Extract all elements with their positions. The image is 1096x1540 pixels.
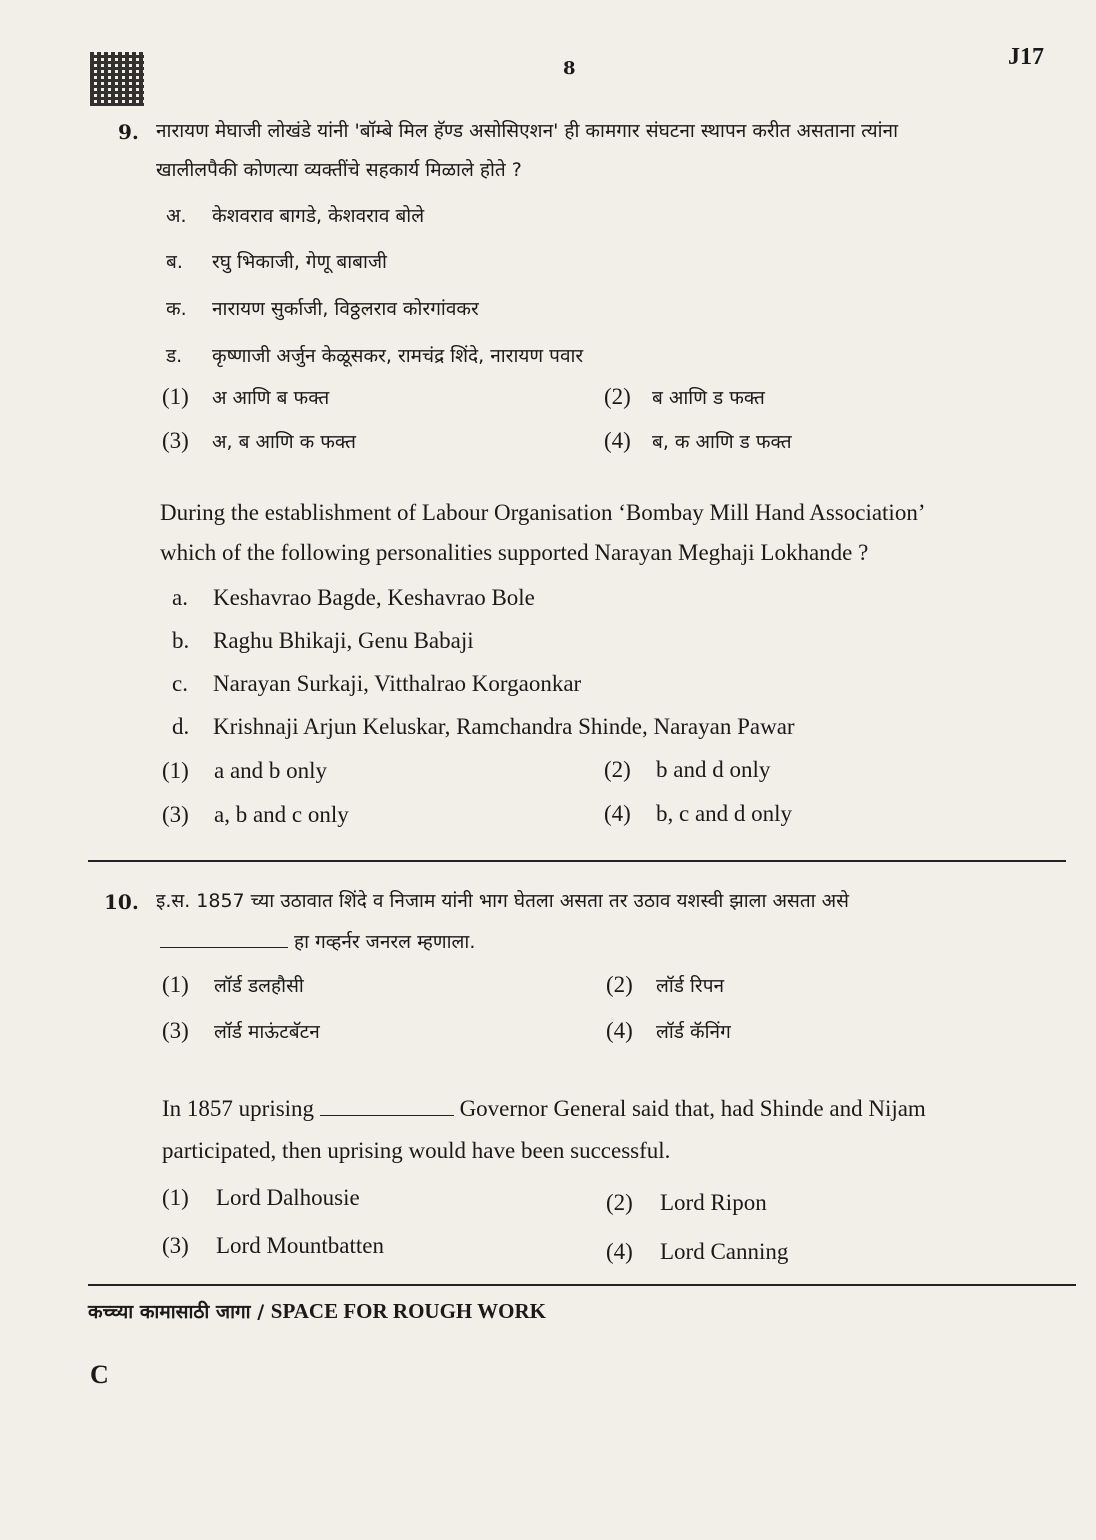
q9-en-option-number: (3) bbox=[162, 802, 189, 827]
q9-en-option-number: (2) bbox=[604, 757, 631, 782]
q10-en-option-4[interactable]: Lord Canning bbox=[660, 1239, 789, 1264]
q10-mr-option-4[interactable]: लॉर्ड कॅनिंग bbox=[656, 1021, 731, 1043]
page-number: 8 bbox=[563, 58, 576, 79]
q9-mr-item-label: क. bbox=[166, 298, 187, 320]
q9-en-item-text: Narayan Surkaji, Vitthalrao Korgaonkar bbox=[213, 671, 582, 696]
q10-en-stem-line1 bbox=[162, 1096, 926, 1122]
answer-blank bbox=[320, 1115, 454, 1116]
q9-en-option-3[interactable]: a, b and c only bbox=[214, 802, 349, 827]
q9-en-item-text: Krishnaji Arjun Keluskar, Ramchandra Shinde, Narayan Pawar bbox=[213, 714, 795, 739]
q10-mr-option-number: (4) bbox=[606, 1018, 633, 1043]
q9-mr-item-label: ब. bbox=[166, 251, 183, 273]
q9-mr-option-1[interactable]: अ आणि ब फक्त bbox=[212, 387, 330, 409]
rough-work-label-en: SPACE FOR ROUGH WORK bbox=[270, 1299, 546, 1323]
q9-en-option-2[interactable]: b and d only bbox=[656, 757, 771, 782]
q10-mr-stem-line2-text: हा गव्हर्नर जनरल म्हणाला. bbox=[294, 931, 476, 953]
q10-en-option-2[interactable]: Lord Ripon bbox=[660, 1190, 767, 1215]
q9-mr-item-text: रघु भिकाजी, गेणू बाबाजी bbox=[212, 251, 387, 273]
q9-mr-option-number: (2) bbox=[604, 384, 631, 409]
q10-mr-option-number: (2) bbox=[606, 972, 633, 997]
q10-mr-option-number: (1) bbox=[162, 972, 189, 997]
q9-mr-item-label: ड. bbox=[166, 345, 183, 367]
q10-mr-stem-line2 bbox=[160, 928, 475, 954]
q9-en-item-label: a. bbox=[172, 585, 188, 610]
q9-mr-option-2[interactable]: ब आणि ड फक्त bbox=[652, 387, 765, 409]
q10-en-option-number: (4) bbox=[606, 1239, 633, 1264]
rough-work-label bbox=[88, 1298, 546, 1324]
q9-en-item-text: Keshavrao Bagde, Keshavrao Bole bbox=[213, 585, 535, 610]
q9-mr-option-number: (3) bbox=[162, 428, 189, 453]
question-divider bbox=[88, 860, 1066, 862]
q9-en-stem-line1: During the establishment of Labour Organisation ‘Bombay Mill Hand Association’ bbox=[160, 500, 926, 525]
q9-en-option-number: (4) bbox=[604, 801, 631, 826]
q10-en-stem-end: Governor General said that, had Shinde and Nijam bbox=[459, 1096, 926, 1121]
q9-en-item-label: c. bbox=[172, 671, 188, 696]
q9-en-option-number: (1) bbox=[162, 758, 189, 783]
q10-mr-stem-line1: इ.स. 1857 च्या उठावात शिंदे व निजाम यांनी भाग घेतला असता तर उठाव यशस्वी झाला असता असे bbox=[156, 890, 850, 912]
q9-mr-item-label: अ. bbox=[166, 205, 187, 227]
q10-en-option-number: (2) bbox=[606, 1190, 633, 1215]
q9-en-option-1[interactable]: a and b only bbox=[214, 758, 328, 783]
q9-mr-item-text: कृष्णाजी अर्जुन केळूसकर, रामचंद्र शिंदे, नारायण पवार bbox=[212, 345, 584, 367]
q10-mr-option-number: (3) bbox=[162, 1018, 189, 1043]
q10-en-option-number: (1) bbox=[162, 1185, 189, 1210]
q9-mr-item-text: केशवराव बागडे, केशवराव बोले bbox=[212, 205, 425, 227]
q10-mr-option-2[interactable]: लॉर्ड रिपन bbox=[656, 975, 725, 997]
q9-en-stem-line2: which of the following personalities supported Narayan Meghaji Lokhande ? bbox=[160, 540, 869, 565]
q10-en-stem-line2: participated, then uprising would have been successful. bbox=[162, 1138, 671, 1163]
rough-work-label-mr: कच्च्या कामासाठी जागा / bbox=[88, 1301, 265, 1323]
q10-en-option-3[interactable]: Lord Mountbatten bbox=[216, 1233, 384, 1258]
q10-mr-option-1[interactable]: लॉर्ड डलहौसी bbox=[214, 975, 304, 997]
question-number: 10. bbox=[104, 890, 139, 914]
q9-mr-option-number: (4) bbox=[604, 428, 631, 453]
q10-en-option-1[interactable]: Lord Dalhousie bbox=[216, 1185, 360, 1210]
q9-mr-stem-line2: खालीलपैकी कोणत्या व्यक्तींचे सहकार्य मिळाले होते ? bbox=[156, 159, 522, 181]
answer-blank bbox=[160, 947, 288, 948]
q9-mr-option-4[interactable]: ब, क आणि ड फक्त bbox=[652, 431, 792, 453]
q9-mr-option-number: (1) bbox=[162, 384, 189, 409]
q9-en-option-4[interactable]: b, c and d only bbox=[656, 801, 793, 826]
q9-en-item-label: b. bbox=[172, 628, 190, 653]
q9-en-item-text: Raghu Bhikaji, Genu Babaji bbox=[213, 628, 474, 653]
q10-en-stem-start: In 1857 uprising bbox=[162, 1096, 315, 1121]
q10-mr-option-3[interactable]: लॉर्ड माऊंटबॅटन bbox=[214, 1021, 320, 1043]
booklet-series: C bbox=[90, 1360, 109, 1389]
rough-work-divider bbox=[88, 1284, 1076, 1286]
q9-mr-stem-line1: नारायण मेघाजी लोखंडे यांनी 'बॉम्बे मिल हॅण्ड असोसिएशन' ही कामगार संघटना स्थापन करीत असताना त्यांना bbox=[156, 120, 899, 142]
q9-en-item-label: d. bbox=[172, 714, 190, 739]
q10-en-option-number: (3) bbox=[162, 1233, 189, 1258]
qr-code-icon bbox=[90, 52, 144, 106]
q9-mr-option-3[interactable]: अ, ब आणि क फक्त bbox=[212, 431, 356, 453]
question-number: 9. bbox=[118, 120, 139, 144]
q9-mr-item-text: नारायण सुर्काजी, विठ्ठलराव कोरगांवकर bbox=[212, 298, 479, 320]
paper-code: J17 bbox=[1008, 44, 1044, 70]
